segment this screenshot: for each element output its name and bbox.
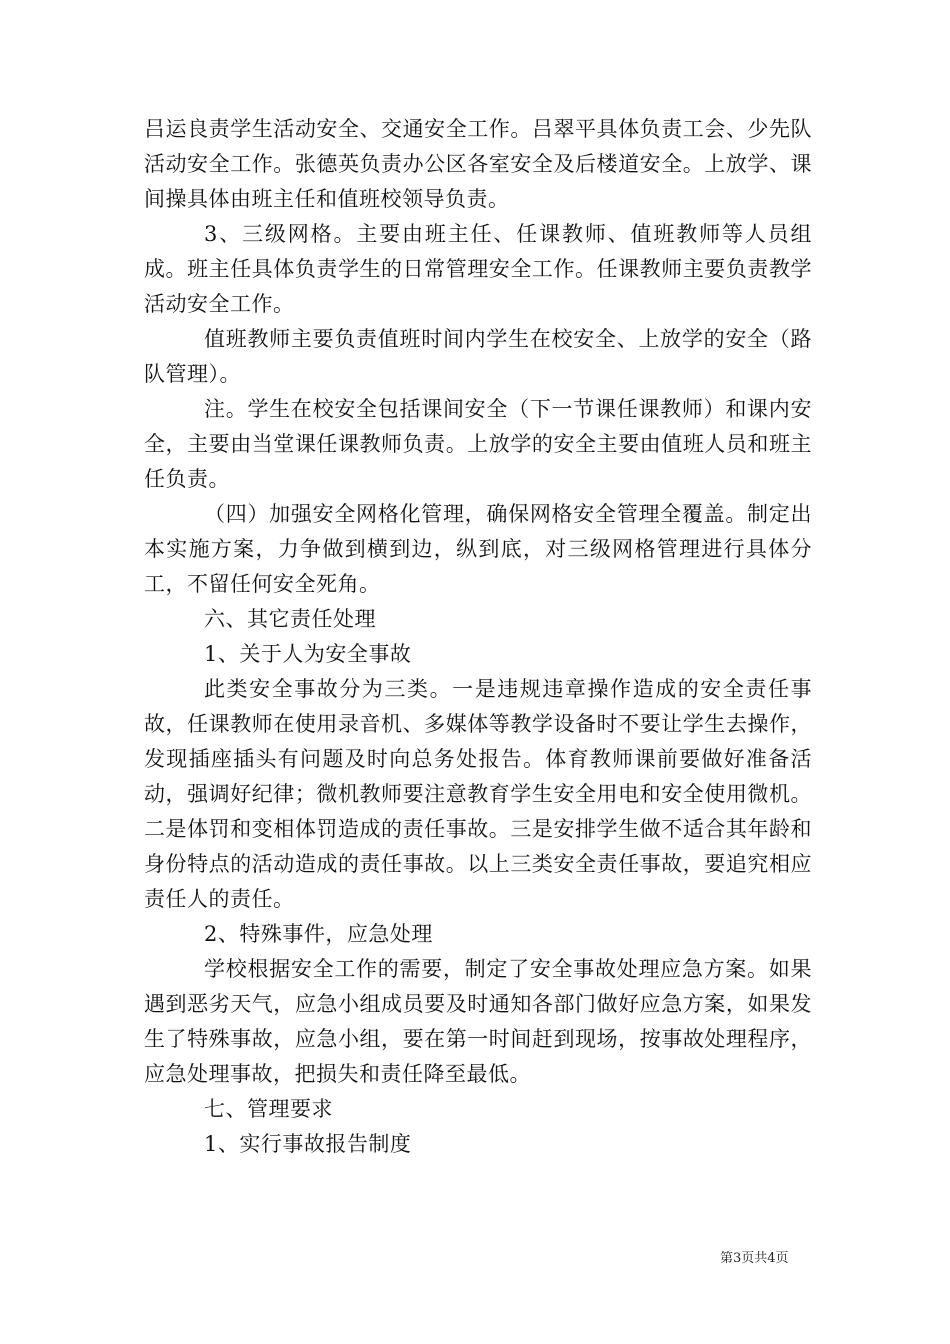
subheading-accident-reporting: 1、实行事故报告制度 [204,1132,412,1156]
paragraph-grid-management: （四）加强安全网格化管理，确保网格安全管理全覆盖。制定出本实施方案，力争做到横到边，纵到底，对三级网格管理进行具体分工，不留任何安全死角。 [144,502,812,596]
section-heading-other-responsibility: 六、其它责任处理 [204,607,376,631]
paragraph-accident-types: 此类安全事故分为三类。一是违规违章操作造成的安全责任事故，任课教师在使用录音机、多媒体等教学设备时不要让学生去操作，发现插座插头有问题及时向总务处报告。体育教师课前要做好准备活动，强调好纪律；微机教师要注意教育学生安全用电和安全使用微机。二是体罚和变相体罚造成的责任事故。三是安排学生做不适合其年龄和身份特点的活动造成的责任事故。以上三类安全责任事故，要追究相应责任人的责任。 [144,677,812,911]
subheading-human-accidents: 1、关于人为安全事故 [204,642,412,666]
document-body [144,112,812,1162]
paragraph-continuation: 吕运良责学生活动安全、交通安全工作。吕翠平具体负责工会、少先队活动安全工作。张德英负责办公区各室安全及后楼道安全。上放学、课间操具体由班主任和值班校领导负责。 [144,117,812,211]
subheading-emergency: 2、特殊事件，应急处理 [204,922,433,946]
page-number-footer: 第3页共4页 [720,1251,789,1266]
paragraph-third-level-grid: 3、三级网格。主要由班主任、任课教师、值班教师等人员组成。班主任具体负责学生的日常管理安全工作。任课教师主要负责教学活动安全工作。 [144,222,812,316]
paragraph-emergency-plan: 学校根据安全工作的需要，制定了安全事故处理应急方案。如果遇到恶劣天气，应急小组成员要及时通知各部门做好应急方案，如果发生了特殊事故，应急小组，要在第一时间赶到现场，按事故处理程序，应急处理事故，把损失和责任降至最低。 [144,957,812,1086]
paragraph-note: 注。学生在校安全包括课间安全（下一节课任课教师）和课内安全，主要由当堂课任课教师负责。上放学的安全主要由值班人员和班主任负责。 [144,397,812,491]
section-heading-management-requirements: 七、管理要求 [204,1097,333,1121]
paragraph-duty-teacher: 值班教师主要负责值班时间内学生在校安全、上放学的安全（路队管理）。 [144,327,812,386]
